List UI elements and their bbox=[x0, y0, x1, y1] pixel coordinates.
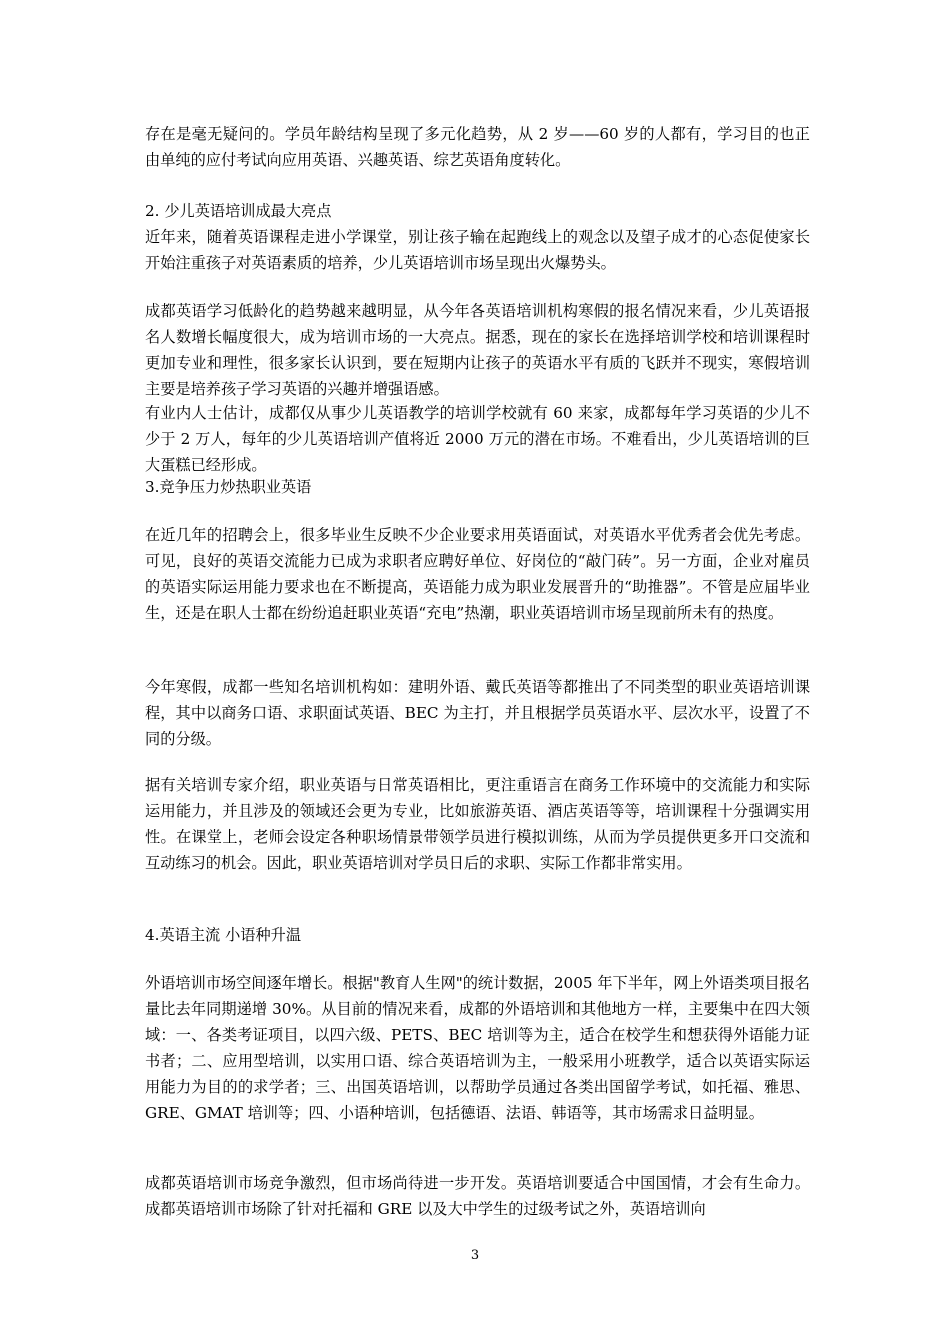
paragraph-competition: 成都英语培训市场竞争激烈，但市场尚待进一步开发。英语培训要适合中国国情，才会有生命力。成都英语培训市场除了针对托福和 GRE 以及大中学生的过级考试之外，英语培训向 bbox=[145, 1174, 810, 1218]
paragraph-winter-courses: 今年寒假，成都一些知名培训机构如：建明外语、戴氏英语等都推出了不同类型的职业英语培训课程，其中以商务口语、求职面试英语、BEC 为主打，并且根据学员英语水平、层次水平，设置了不同的分级。 bbox=[145, 678, 810, 748]
section-heading-2: 2. 少儿英语培训成最大亮点 bbox=[145, 202, 332, 220]
paragraph-intro-continued: 存在是毫无疑问的。学员年龄结构呈现了多元化趋势，从 2 岁——60 岁的人都有，学习目的也正由单纯的应付考试向应用英语、兴趣英语、综艺英语角度转化。 bbox=[145, 125, 810, 169]
paragraph-market-growth: 外语培训市场空间逐年增长。根据"教育人生网"的统计数据，2005 年下半年，网上外语类项目报名量比去年同期递增 30%。从目前的情况来看，成都的外语培训和其他地方一样，主要集中在四大领域：一、各类考证项目，以四六级、PETS、BEC 培训等为主，适合在校学生和想获得外语能力证书者；二、应用型培训，以实用口语、综合英语培训为主，一般采用小班教学，适合以英语实际运用能力为目的的求学者；三、出国英语培训，以帮助学员通过各类出国留学考试，如托福、雅思、GRE、GMAT 培训等；四、小语种培训，包括德语、法语、韩语等，其市场需求日益明显。 bbox=[145, 974, 810, 1122]
page-number: 3 bbox=[470, 1248, 480, 1263]
section-heading-3: 3.竞争压力炒热职业英语 bbox=[145, 478, 312, 496]
section-heading-4: 4.英语主流 小语种升温 bbox=[145, 926, 302, 944]
paragraph-expert-intro: 据有关培训专家介绍，职业英语与日常英语相比，更注重语言在商务工作环境中的交流能力和实际运用能力，并且涉及的领域还会更为专业，比如旅游英语、酒店英语等等，培训课程十分强调实用性。在课堂上，老师会设定各种职场情景带领学员进行模拟训练，从而为学员提供更多开口交流和互动练习的机会。因此，职业英语培训对学员日后的求职、实际工作都非常实用。 bbox=[145, 776, 810, 872]
paragraph-chengdu-low-age: 成都英语学习低龄化的趋势越来越明显，从今年各英语培训机构寒假的报名情况来看，少儿英语报名人数增长幅度很大，成为培训市场的一大亮点。据悉，现在的家长在选择培训学校和培训课程时更加专业和理性，很多家长认识到，要在短期内让孩子的英语水平有质的飞跃并不现实，寒假培训主要是培养孩子学习英语的兴趣并增强语感。 bbox=[145, 302, 810, 398]
paragraph-job-fair: 在近几年的招聘会上，很多毕业生反映不少企业要求用英语面试，对英语水平优秀者会优先考虑。可见，良好的英语交流能力已成为求职者应聘好单位、好岗位的“敲门砖”。另一方面，企业对雇员的英语实际运用能力要求也在不断提高，英语能力成为职业发展晋升的“助推器”。不管是应届毕业生，还是在职人士都在纷纷追赶职业英语“充电”热潮，职业英语培训市场呈现前所未有的热度。 bbox=[145, 526, 810, 622]
paragraph-industry-estimate: 有业内人士估计，成都仅从事少儿英语教学的培训学校就有 60 来家，成都每年学习英语的少儿不少于 2 万人，每年的少儿英语培训产值将近 2000 万元的潜在市场。不难看出，少儿英语培训的巨大蛋糕已经形成。 bbox=[145, 404, 810, 474]
paragraph-children-trend: 近年来，随着英语课程走进小学课堂，别让孩子输在起跑线上的观念以及望子成才的心态促使家长开始注重孩子对英语素质的培养，少儿英语培训市场呈现出火爆势头。 bbox=[145, 228, 810, 272]
